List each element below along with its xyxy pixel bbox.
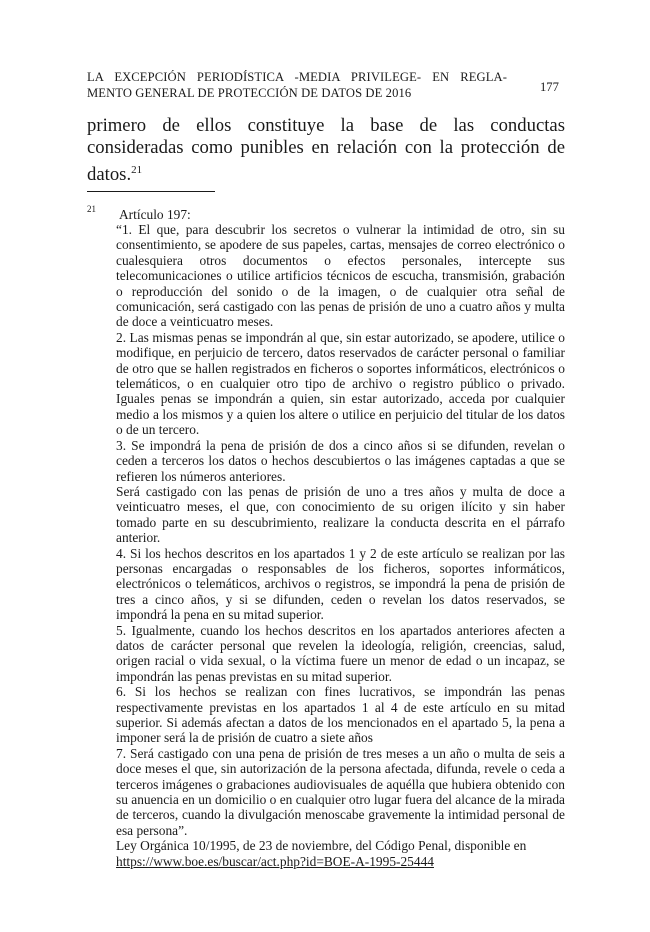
footnote-paragraph: 6. Si los hechos se realizan con fines lucrativos, se impondrán las penas respectivamente previstas en los apartados 1 al 4 de este artículo en su mitad superior. Si además afectan a datos de los mencionados en el apartado 5, la pena a imponer será la de prisión de cuatro a siete años <box>116 684 565 746</box>
running-header <box>87 69 507 101</box>
footnote-paragraph: Ley Orgánica 10/1995, de 23 de noviembre, del Código Penal, disponible en <box>116 838 527 854</box>
footnote-paragraph: 5. Igualmente, cuando los hechos descritos en los apartados anteriores afecten a datos de carácter personal que revelen la ideología, religión, creencias, salud, origen racial o vida sexual, o la víctima fuere un menor de edad o un incapaz, se impondrán las penas previstas en su mitad superior. <box>116 622 565 684</box>
footnote-number: 21 <box>87 204 96 214</box>
running-title-line-2: MENTO GENERAL DE PROTECCIÓN DE DATOS DE 2016 <box>87 86 412 100</box>
footnote-body <box>116 222 565 869</box>
running-title-line-1: LA EXCEPCIÓN PERIODÍSTICA -MEDIA PRIVILEGE- EN REGLA- <box>87 70 507 84</box>
footnote-paragraph: Será castigado con las penas de prisión de uno a tres años y multa de doce a veinticuatro meses, el que, con conocimiento de su origen ilícito y sin haber tomado parte en su descubrimiento, realizare la conducta descrita en el párrafo anterior. <box>116 483 565 546</box>
footnote-separator <box>87 191 215 192</box>
footnote-title: Artículo 197: <box>119 207 191 222</box>
footnote-paragraph: 4. Si los hechos descritos en los apartados 1 y 2 de este artículo se realizan por las personas encargadas o responsables de los ficheros, soportes informáticos, electrónicos o telemáticos, archivos o registros, se impondrá la pena de prisión de tres a cinco años, y si se difunden, ceden o revelan los datos reservados, se impondrá la pena en su mitad superior. <box>116 545 565 623</box>
footnote-paragraph: 7. Será castigado con una pena de prisión de tres meses a un año o multa de seis a doce meses el que, sin autorización de la persona afectada, difunda, revele o ceda a terceros imágenes o grabaciones audiovisuales de aquélla que hubiera obtenido con su anuencia en un domicilio o en cualquier otro lugar fuera del alcance de la mirada de terceros, cuando la divulgación menoscabe gravemente la intimidad personal de esa persona”. <box>116 745 565 838</box>
footnote-reference[interactable]: 21 <box>131 164 143 176</box>
footnote-paragraph: 3. Se impondrá la pena de prisión de dos a cinco años si se difunden, revelan o ceden a terceros los datos o hechos descubiertos o las imágenes captadas a que se refieren los números anteriores. <box>116 437 565 484</box>
footnote-paragraph: 2. Las mismas penas se impondrán al que, sin estar autorizado, se apodere, utilice o modifique, en perjuicio de tercero, datos reservados de carácter personal o familiar de otro que se hallen registrados en ficheros o soportes informáticos, electrónicos o telemáticos, o en cualquier otro tipo de archivo o registro público o privado. Iguales penas se impondrán a quien, sin estar autorizado, acceda por cualquier medio a los mismos y a quien los altere o utilice en perjuicio del titular de los datos o de un tercero. <box>116 329 565 438</box>
footnote-paragraph: “1. El que, para descubrir los secretos o vulnerar la intimidad de otro, sin su consentimiento, se apodere de sus papeles, cartas, mensajes de correo electrónico o cualesquiera otros documentos o efectos personales, intercepte sus telecomunicaciones o utilice artificios técnicos de escucha, transmisión, grabación o reproducción del sonido o de la imagen, o de cualquier otra señal de comunicación, será castigado con las penas de prisión de uno a cuatro años y multa de doce a veinticuatro meses. <box>116 222 565 330</box>
body-text: primero de ellos constituye la base de las conductas consideradas como punibles en relación con la protección de datos. <box>87 115 565 185</box>
boe-link[interactable]: https://www.boe.es/buscar/act.php?id=BOE-A-1995-25444 <box>116 853 434 869</box>
body-paragraph <box>87 115 565 186</box>
page-number: 177 <box>540 80 559 94</box>
